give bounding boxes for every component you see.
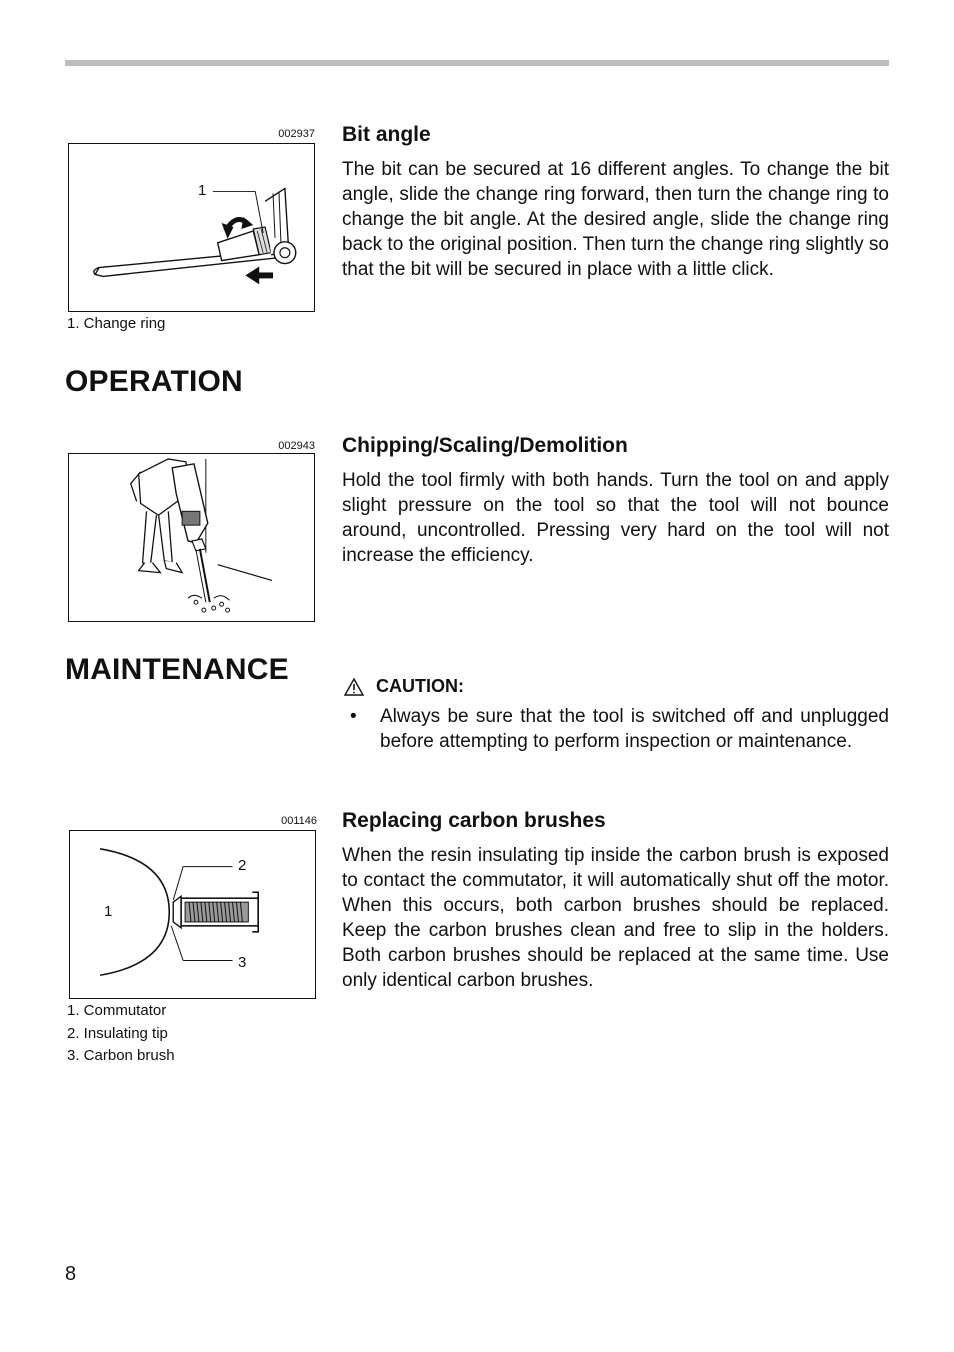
caution-label bbox=[344, 676, 464, 697]
bit-angle-figure bbox=[68, 143, 315, 312]
bit-angle-text: The bit can be secured at 16 different angles. To change the bit angle, slide the change ring forward, then turn the change ring to change the bit angle. At the desired angle, slide the change ring back to the original position. Then turn the change ring slightly so that the bit will be secured in place with a little click. bbox=[342, 159, 889, 280]
chipping-text: Hold the tool firmly with both hands. Turn the tool on and apply slight pressure on the tool so that the tool will not bounce around, uncontrolled. Pressing very hard on the tool will not increase the efficiency. bbox=[342, 470, 889, 566]
callout-1-bit-angle: 1 bbox=[198, 182, 207, 199]
callout-2-insulating-tip: 2 bbox=[238, 857, 247, 874]
caption-carbon-brush: 3. Carbon brush bbox=[67, 1047, 175, 1064]
maintenance-heading: MAINTENANCE bbox=[65, 653, 289, 686]
figure-code-bit-angle: 002937 bbox=[278, 128, 315, 140]
caption-insulating-tip: 2. Insulating tip bbox=[67, 1024, 168, 1042]
page-number: 8 bbox=[65, 1263, 77, 1285]
chipping-title: Chipping/Scaling/Demolition bbox=[342, 434, 628, 457]
carbon-brushes-title: Replacing carbon brushes bbox=[342, 809, 606, 832]
caution-item bbox=[350, 704, 889, 754]
callout-3-carbon-brush: 3 bbox=[238, 954, 247, 971]
operation-heading: OPERATION bbox=[65, 365, 243, 398]
caution-item-text: Always be sure that the tool is switched off and unplugged before attempting to perform inspection or maintenance. bbox=[380, 706, 889, 752]
caption-commutator: 1. Commutator bbox=[67, 1002, 167, 1019]
figure-code-carbon-brushes: 001146 bbox=[281, 815, 317, 827]
warning-triangle-icon bbox=[344, 677, 364, 697]
carbon-brushes-text: When the resin insulating tip inside the carbon brush is exposed to contact the commutator, it will automatically shut off the motor. When this occurs, both carbon brushes should be replaced. Keep the carbon brushes clean and free to slip in the holders. Both carbon brushes should be replaced at the same time. Use only identical carbon brushes. bbox=[342, 845, 889, 991]
callout-1-commutator: 1 bbox=[104, 903, 113, 920]
caution-text: CAUTION: bbox=[376, 676, 464, 696]
caption-change-ring: 1. Change ring bbox=[67, 315, 166, 332]
figure-code-operation: 002943 bbox=[278, 440, 315, 452]
carbon-brush-captions bbox=[67, 1000, 175, 1068]
header-rule bbox=[65, 60, 889, 66]
bit-angle-captions bbox=[67, 313, 165, 336]
chipping-figure bbox=[68, 453, 315, 622]
bit-angle-title: Bit angle bbox=[342, 123, 431, 146]
bullet-dot: • bbox=[350, 706, 357, 727]
